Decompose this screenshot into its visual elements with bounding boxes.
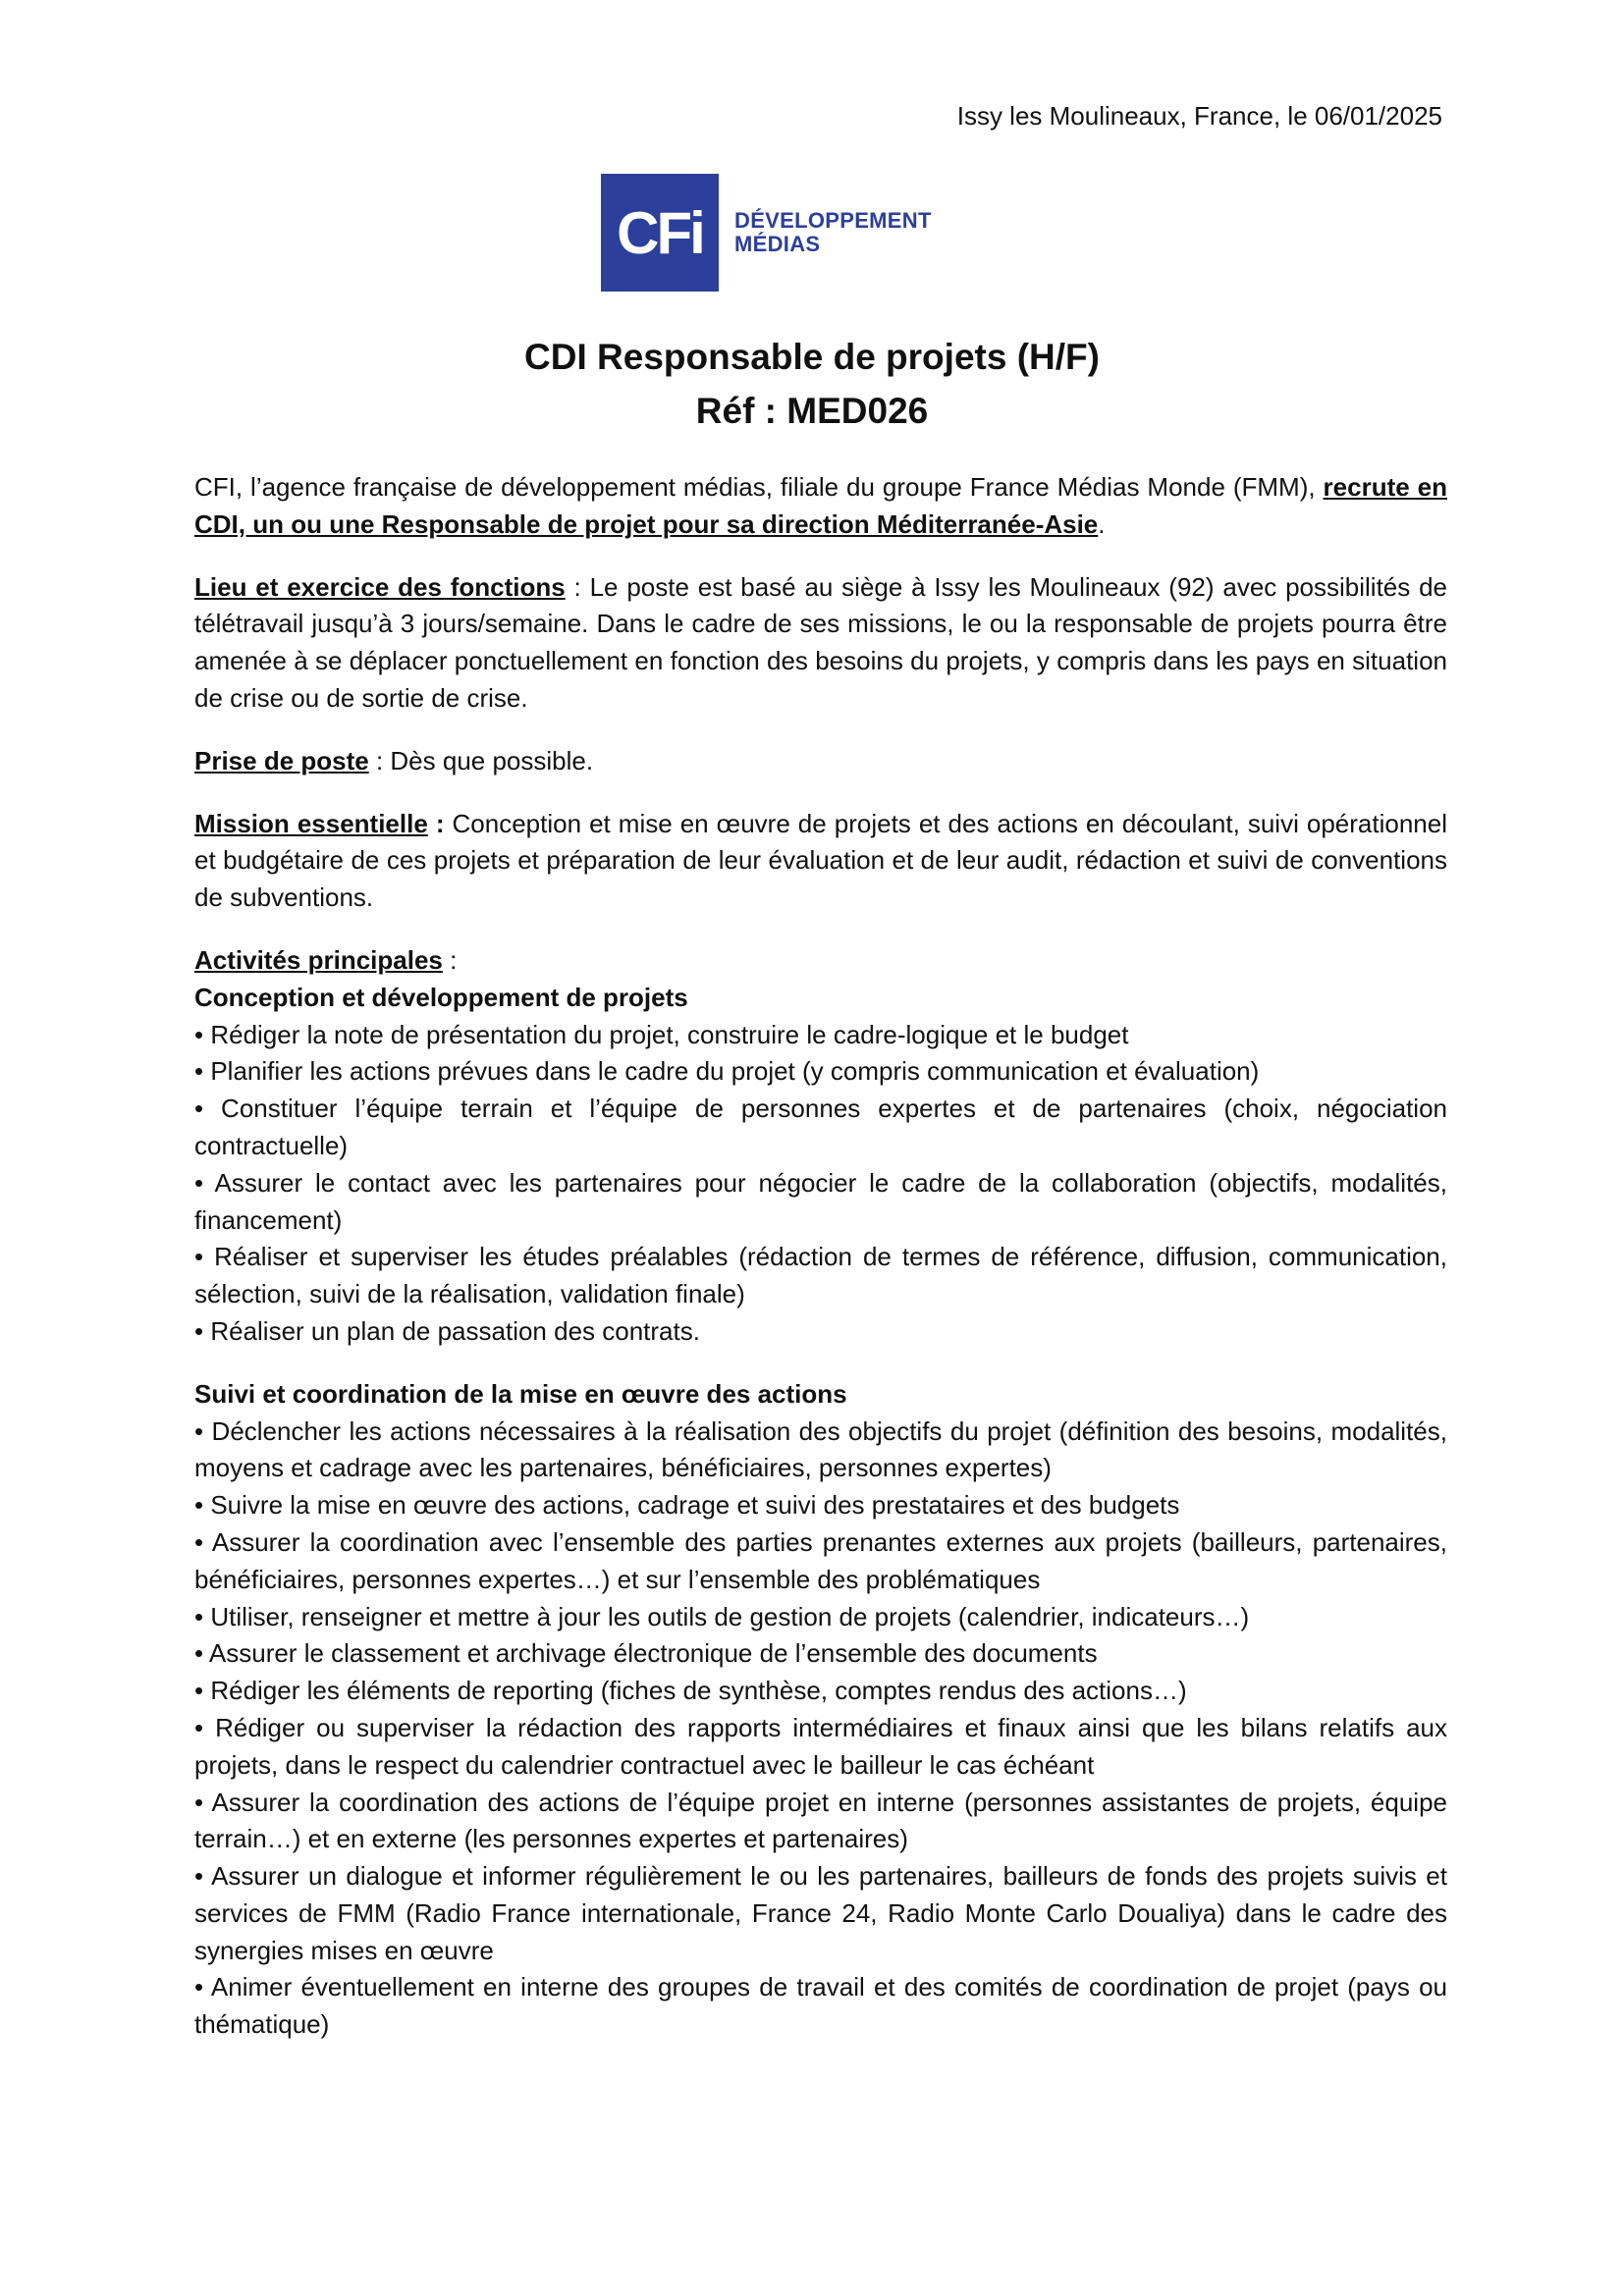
title-line-2: Réf : MED026 — [695, 391, 929, 431]
section-heading-conception: Conception et développement de projets — [194, 982, 688, 1012]
list-item: • Planifier les actions prévues dans le cadre du projet (y compris communication et évaluation) — [194, 1056, 1260, 1087]
prise-paragraph — [194, 743, 1447, 780]
list-item: • Assurer la coordination des actions de l’équipe projet en interne (personnes assistantes de projets, équipe terrain…) et en externe (les personnes expertes et partenaires) — [194, 1787, 1447, 1854]
intro-highlight: recrute en CDI, un ou une Responsable de projet pour sa direction Méditerranée-Asie — [194, 472, 1447, 539]
mission-paragraph — [194, 806, 1447, 917]
list-item: • Réaliser un plan de passation des contrats. — [194, 1315, 700, 1346]
intro-paragraph — [194, 469, 1447, 544]
date-line: Issy les Moulineaux, France, le 06/01/2025 — [956, 101, 1442, 131]
list-item: • Assurer le contact avec les partenaires pour négocier le cadre de la collaboration (objectifs, modalités, financement) — [194, 1167, 1447, 1235]
section-heading-suivi: Suivi et coordination de la mise en œuvre des actions — [194, 1378, 847, 1409]
activites-section-2 — [194, 1376, 1447, 2044]
list-item: • Rédiger les éléments de reporting (fiches de synthèse, comptes rendus des actions…) — [194, 1676, 1187, 1706]
activites-colon: : — [442, 944, 458, 975]
prise-text: : Dès que possible. — [368, 745, 594, 775]
list-item: • Assurer le classement et archivage électronique de l’ensemble des documents — [194, 1638, 1098, 1669]
list-item: • Suivre la mise en œuvre des actions, cadrage et suivi des prestataires et des budgets — [194, 1490, 1180, 1521]
intro-text: CFI, l’agence française de développement médias, filiale du groupe France Médias Monde (FMM), — [194, 472, 1316, 502]
list-item: • Constituer l’équipe terrain et l’équipe de personnes expertes et de partenaires (choix, négociation contractuelle) — [194, 1094, 1447, 1160]
cfi-logo — [601, 174, 932, 292]
list-item: • Assurer un dialogue et informer régulièrement le ou les partenaires, bailleurs de fonds des projets suivis et services de FMM (Radio France internationale, France 24, Radio Monte Carlo Doualiya) dans le cadre des synergies mises en œuvre — [194, 1861, 1447, 1965]
lieu-text: : Le poste est basé au siège à Issy les Moulineaux (92) avec possibilités de télétravail jusqu’à 3 jours/semaine. Dans le cadre de ses missions, le ou la responsable de projets pourra être amenée à se déplacer ponctuellement en fonction des besoins du projets, y compris dans les pays en situation de crise ou de sortie de crise. — [194, 571, 1447, 713]
list-item: • Utiliser, renseigner et mettre à jour les outils de gestion de projets (calendrier, indicateurs…) — [194, 1601, 1250, 1631]
document-title — [0, 330, 1624, 438]
mission-colon: : — [427, 808, 445, 838]
list-item: • Assurer la coordination avec l’ensemble des parties prenantes externes aux projets (bailleurs, partenaires, bénéficiaires, personnes expertes…) et sur l’ensemble des problématiques — [194, 1526, 1447, 1594]
logo-line-2: MÉDIAS — [734, 232, 821, 256]
document-body — [194, 469, 1447, 2069]
list-item: • Réaliser et superviser les études préalables (rédaction de termes de référence, diffusion, communication, sélection, suivi de la réalisation, validation finale) — [194, 1242, 1447, 1309]
activites-section-1 — [194, 942, 1447, 1351]
prise-label: Prise de poste — [194, 745, 369, 775]
activites-label: Activités principales — [194, 944, 443, 975]
cfi-logo-text — [734, 209, 932, 256]
intro-end: . — [1098, 508, 1106, 539]
lieu-label: Lieu et exercice des fonctions — [194, 571, 566, 602]
cfi-logo-mark: CFi — [601, 174, 719, 292]
list-item: • Rédiger la note de présentation du projet, construire le cadre-logique et le budget — [194, 1019, 1129, 1049]
mission-text: Conception et mise en œuvre de projets et des actions en découlant, suivi opérationnel et budgétaire de ces projets et préparation de leur évaluation et de leur audit, rédaction et suivi de conventions de subventions. — [194, 808, 1447, 913]
list-item: • Animer éventuellement en interne des groupes de travail et des comités de coordination de projet (pays ou thématique) — [194, 1972, 1447, 2040]
logo-line-1: DÉVELOPPEMENT — [734, 208, 932, 233]
activites-heading — [194, 942, 1447, 980]
mission-label: Mission essentielle — [194, 808, 428, 838]
list-item: • Rédiger ou superviser la rédaction des rapports intermédiaires et finaux ainsi que les bilans relatifs aux projets, dans le respect du calendrier contractuel avec le bailleur le cas échéant — [194, 1712, 1447, 1780]
title-line-1: CDI Responsable de projets (H/F) — [524, 337, 1100, 377]
list-item: • Déclencher les actions nécessaires à la réalisation des objectifs du projet (définition des besoins, modalités, moyens et cadrage avec les partenaires, bénéficiaires, personnes expertes) — [194, 1415, 1447, 1483]
lieu-paragraph — [194, 569, 1447, 718]
